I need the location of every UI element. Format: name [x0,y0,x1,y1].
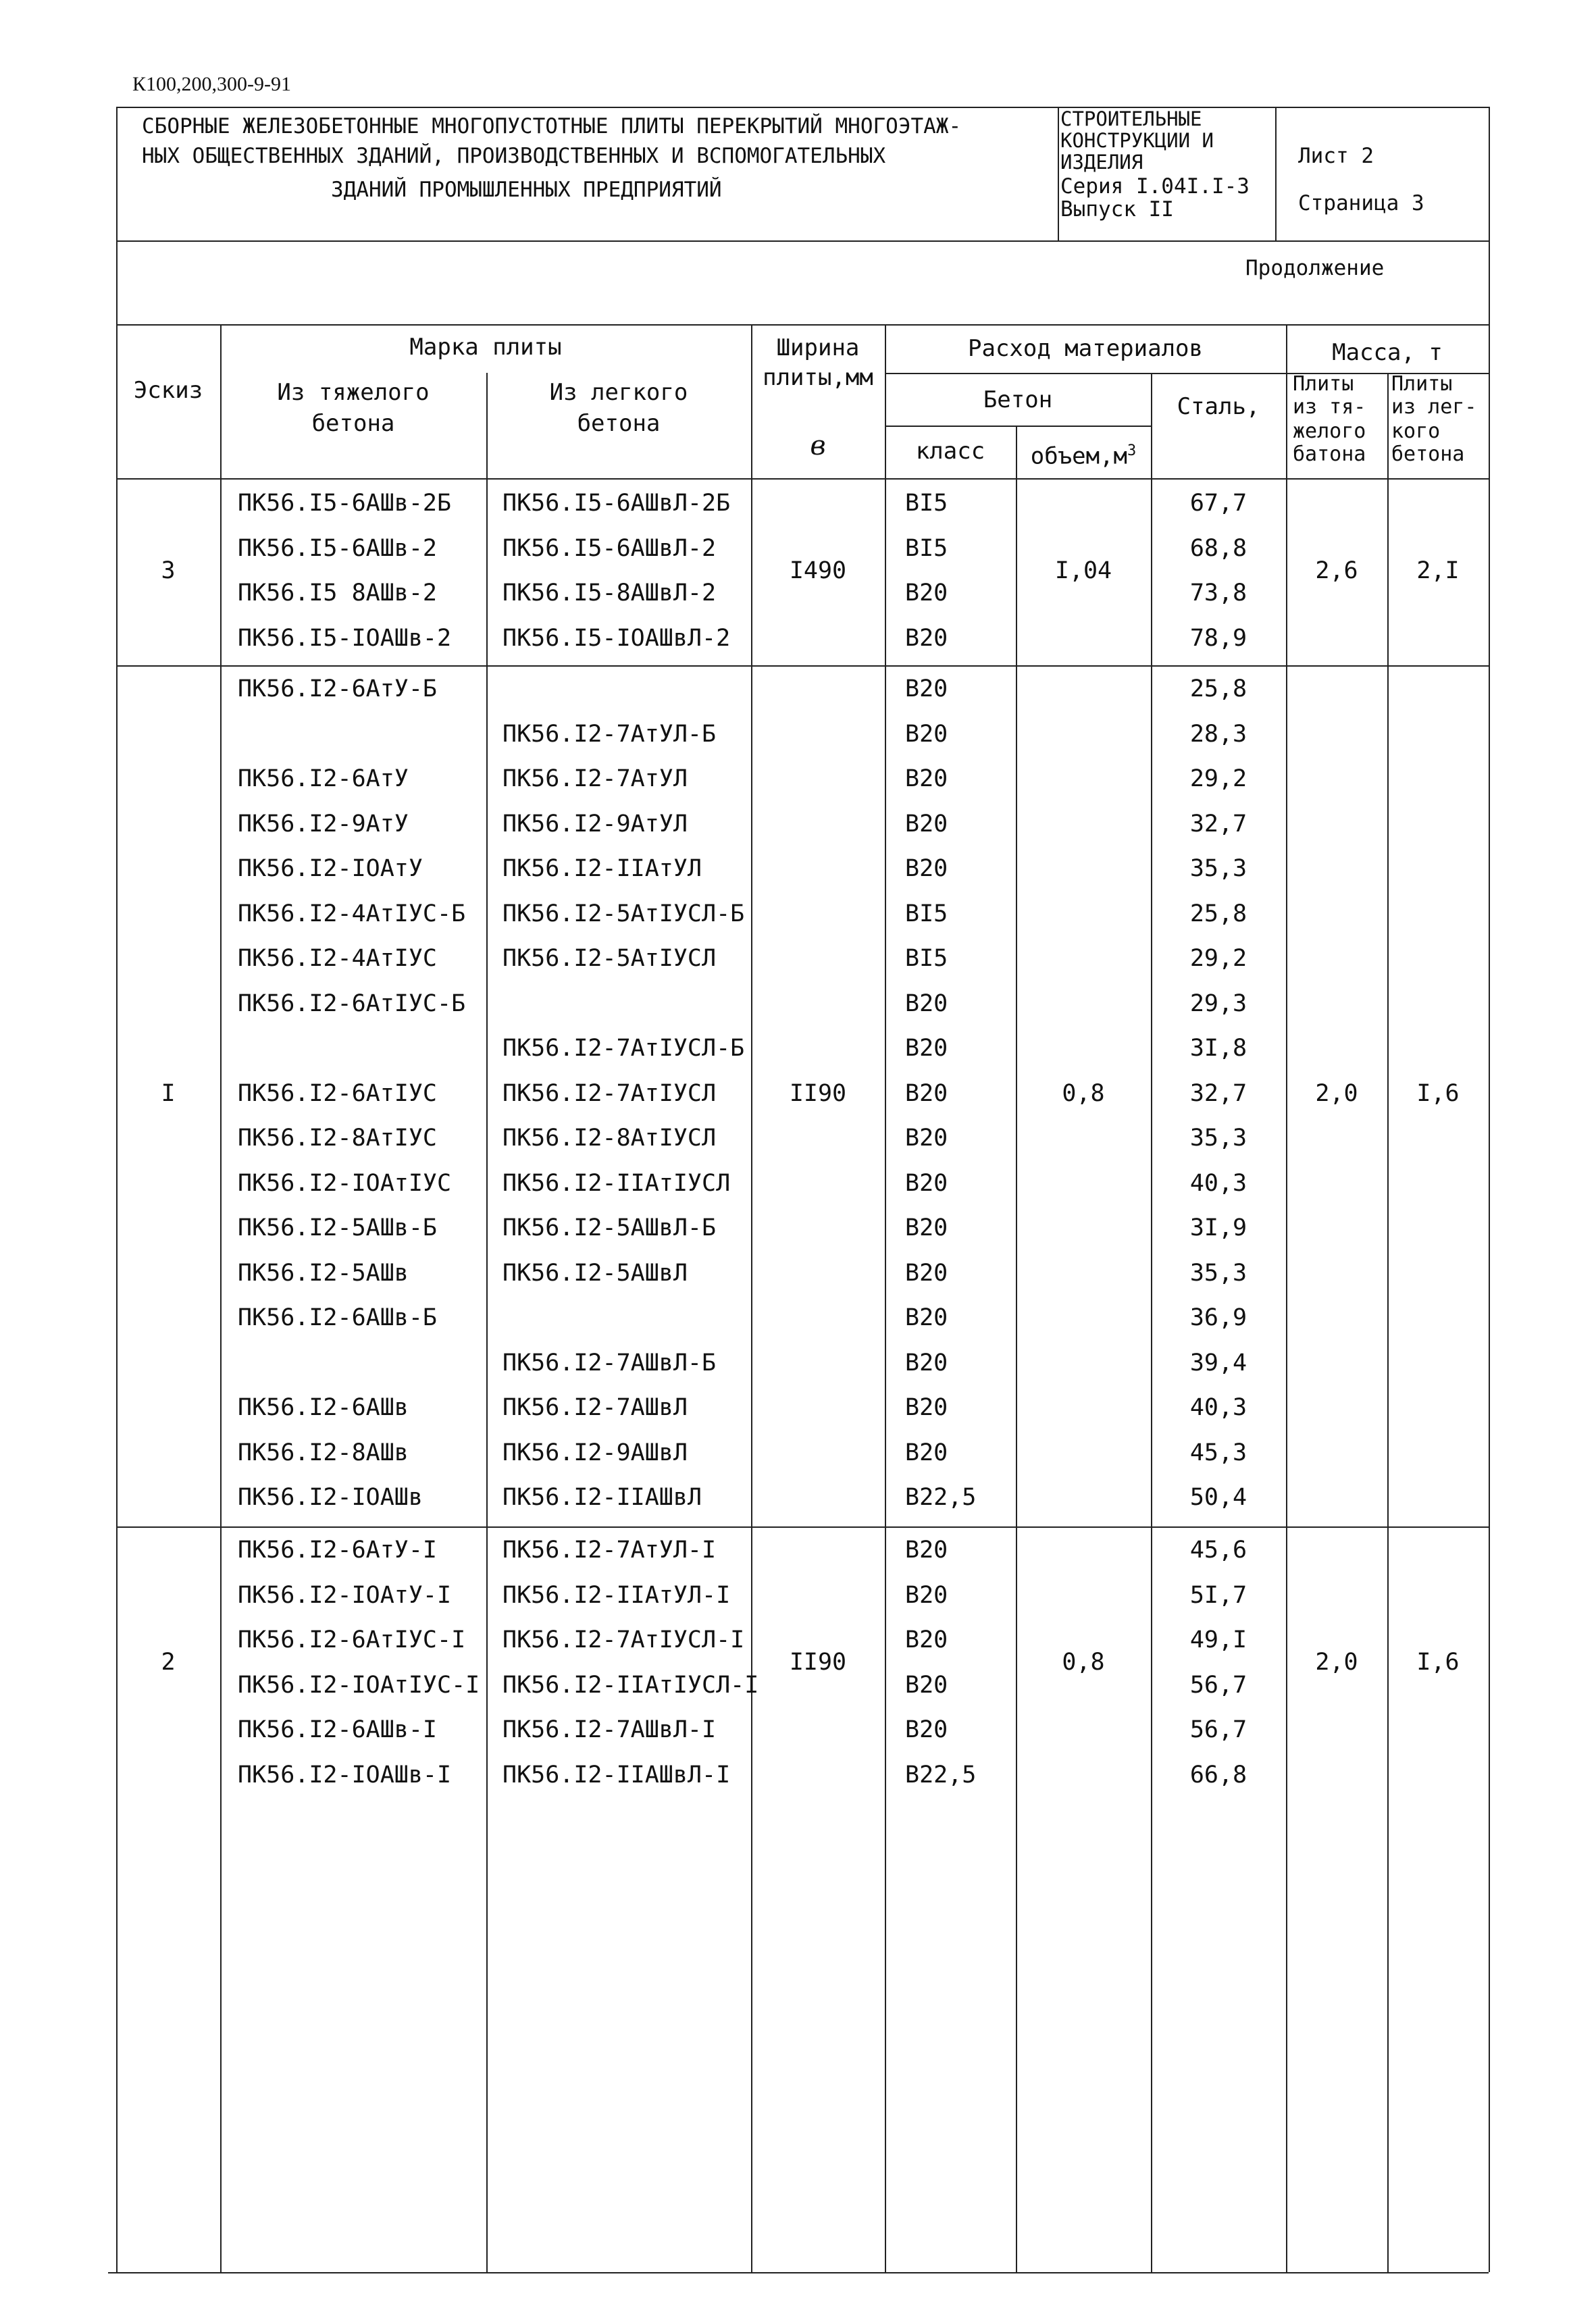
steel-amount: 25,8 [1189,675,1247,702]
steel-amount: 35,3 [1189,1260,1247,1287]
doc-title-line-2: НЫХ ОБЩЕСТВЕННЫХ ЗДАНИЙ, ПРОИЗВОДСТВЕННЫХ И ВСПОМОГАТЕЛЬНЫХ [142,144,886,168]
mark-heavy: ПК56.I2-6АтУ [238,765,409,792]
concrete-class: B20 [905,675,948,702]
mark-light: ПК56.I2-IIАтУЛ [503,855,702,882]
col-line-mark [220,324,222,2272]
mark-heavy: ПК56.I2-IOАтУ-I [238,1582,452,1609]
concrete-class: BI5 [905,900,948,927]
header-width-symbol: в [810,430,826,461]
steel-amount: 50,4 [1189,1484,1247,1511]
col-line-volume [1016,426,1017,2272]
concrete-class: B20 [905,811,948,838]
steel-amount: 29,2 [1189,945,1247,972]
mark-light: ПК56.I2-8АтIУСЛ [503,1125,717,1152]
steel-amount: 40,3 [1189,1394,1247,1421]
concrete-class: B20 [905,1672,948,1699]
mass-heavy-1: Плиты [1293,372,1354,396]
mark-heavy: ПК56.I5 8АШв-2 [238,580,438,607]
steel-amount: 45,3 [1189,1439,1247,1466]
mark-heavy: ПК56.I2-6АтУ-Б [238,675,438,702]
mass-light-1: Плиты [1391,372,1453,396]
header-width-1: Ширина [776,334,860,361]
concrete-class: BI5 [905,535,948,562]
sketch-number: 2 [161,1649,176,1676]
sketch-number: I [161,1080,176,1107]
concrete-class: B22,5 [905,1762,977,1789]
mark-heavy: ПК56.I2-IOАШв [238,1484,423,1511]
concrete-class: B22,5 [905,1484,977,1511]
mark-light: ПК56.I2-7АШвЛ-Б [503,1349,717,1377]
mark-light: ПК56.I2-5АтIУСЛ-Б [503,900,745,927]
header-heavy-1: Из тяжелого [277,379,430,406]
header-mark: Марка плиты [409,334,562,361]
concrete-class: B20 [905,1349,948,1377]
concrete-class: B20 [905,1439,948,1466]
concrete-class: B20 [905,1035,948,1062]
title-divider-2 [1275,107,1277,240]
mark-heavy: ПК56.I2-IOАтУ [238,855,423,882]
steel-amount: 56,7 [1189,1672,1247,1699]
concrete-class: B20 [905,1214,948,1241]
mark-heavy: ПК56.I2-6АтIУС-Б [238,990,466,1017]
series-line-2: КОНСТРУКЦИИ И [1060,129,1214,152]
table-top-border [116,324,1489,326]
mass-light-value: I,6 [1416,1080,1460,1107]
mass-light-value: I,6 [1416,1649,1460,1676]
mark-heavy: ПК56.I2-6АШв-Б [238,1304,438,1331]
mark-light: ПК56.I2-5АШвЛ [503,1260,688,1287]
mark-light: ПК56.I2-7АШвЛ-I [503,1716,717,1743]
header-light-1: Из легкого [549,379,688,406]
mark-light: ПК56.I2-9АтУЛ [503,811,688,838]
col-line-light [486,373,488,2272]
sheet-number: Лист 2 [1298,144,1374,168]
mark-light: ПК56.I2-7АтIУСЛ [503,1080,717,1107]
mass-light-3: кого [1391,419,1441,443]
concrete-class: B20 [905,765,948,792]
mark-heavy: ПК56.I2-4АтIУС [238,945,438,972]
mark-light: ПК56.I2-7АтУЛ-I [503,1537,717,1564]
concrete-class: B20 [905,1125,948,1152]
mark-light: ПК56.I2-7АтУЛ [503,765,688,792]
concrete-class: B20 [905,1394,948,1421]
concrete-class: B20 [905,855,948,882]
mark-heavy: ПК56.I2-8АтIУС [238,1125,438,1152]
mark-heavy: ПК56.I2-4АтIУС-Б [238,900,466,927]
mark-light: ПК56.I2-5АШвЛ-Б [503,1214,717,1241]
steel-amount: 3I,8 [1189,1035,1247,1062]
steel-amount: 49,I [1189,1626,1247,1653]
header-light-2: бетона [577,410,661,437]
mark-heavy: ПК56.I2-6АтIУС [238,1080,438,1107]
steel-amount: 5I,7 [1189,1582,1247,1609]
mark-heavy: ПК56.I5-6АШв-2Б [238,490,452,517]
mark-light: ПК56.I5-8АШвЛ-2 [503,580,717,607]
mark-light: ПК56.I5-6АШвЛ-2Б [503,490,731,517]
concrete-class: BI5 [905,945,948,972]
concrete-class: B20 [905,721,948,748]
concrete-class: BI5 [905,490,948,517]
mass-heavy-4: батона [1293,442,1366,466]
steel-amount: 35,3 [1189,1125,1247,1152]
steel-amount: 29,2 [1189,765,1247,792]
concrete-class: B20 [905,1626,948,1653]
mark-heavy: ПК56.I2-6АтIУС-I [238,1626,466,1653]
col-line-mass-light [1387,373,1389,2272]
mass-heavy-value: 2,0 [1315,1080,1358,1107]
concrete-class: B20 [905,625,948,652]
concrete-class: B20 [905,1170,948,1197]
header-bottom-border [116,478,1489,480]
mark-heavy: ПК56.I2-9АтУ [238,811,409,838]
steel-amount: 66,8 [1189,1762,1247,1789]
concrete-class: B20 [905,580,948,607]
mark-heavy: ПК56.I2-IOАтIУС [238,1170,452,1197]
steel-amount: 56,7 [1189,1716,1247,1743]
concrete-class: B20 [905,1716,948,1743]
document-code: К100,200,300-9-91 [132,73,291,95]
mark-light: ПК56.I2-5АтIУСЛ [503,945,717,972]
mass-heavy-2: из тя- [1293,395,1366,419]
steel-amount: 73,8 [1189,580,1247,607]
concrete-class: B20 [905,1080,948,1107]
continuation-label: Продолжение [1245,256,1385,280]
steel-amount: 3I,9 [1189,1214,1247,1241]
plate-width: II90 [789,1649,847,1676]
header-volume-text: объем,м [1030,442,1128,470]
mark-light: ПК56.I2-IIАтIУСЛ-I [503,1672,759,1699]
doc-title-line-3: ЗДАНИЙ ПРОМЫШЛЕННЫХ ПРЕДПРИЯТИЙ [331,178,722,202]
col-line-materials [885,324,886,2272]
steel-amount: 67,7 [1189,490,1247,517]
steel-amount: 36,9 [1189,1304,1247,1331]
mass-heavy-value: 2,6 [1315,557,1358,584]
steel-amount: 25,8 [1189,900,1247,927]
mass-heavy-3: желого [1293,419,1366,443]
col-line-mass [1286,324,1287,2272]
header-mass: Масса, т [1332,339,1443,366]
mass-light-2: из лег- [1391,395,1477,419]
mark-heavy: ПК56.I2-6АтУ-I [238,1537,438,1564]
plate-width: I490 [789,557,847,584]
steel-amount: 40,3 [1189,1170,1247,1197]
concrete-volume: 0,8 [1062,1649,1105,1676]
series-line-3: ИЗДЕЛИЯ [1060,151,1143,174]
mark-heavy: ПК56.I5-IOАШв-2 [238,625,452,652]
mark-light: ПК56.I2-7АШвЛ [503,1394,688,1421]
group-divider-2 [116,1526,1489,1528]
mark-light: ПК56.I5-IOАШвЛ-2 [503,625,731,652]
mark-light: ПК56.I5-6АШвЛ-2 [503,535,717,562]
steel-amount: 32,7 [1189,811,1247,838]
steel-amount: 39,4 [1189,1349,1247,1377]
mark-light: ПК56.I2-IIАтУЛ-I [503,1582,731,1609]
title-block-bottom-border [116,240,1489,242]
steel-amount: 45,6 [1189,1537,1247,1564]
mark-light: ПК56.I2-7АтУЛ-Б [503,721,717,748]
page-number: Страница 3 [1298,191,1424,215]
mark-light: ПК56.I2-IIАШвЛ-I [503,1762,731,1789]
concrete-class: B20 [905,1304,948,1331]
concrete-class: B20 [905,990,948,1017]
concrete-volume: 0,8 [1062,1080,1105,1107]
page-left-border [116,107,118,2272]
mass-light-value: 2,I [1416,557,1460,584]
steel-amount: 35,3 [1189,855,1247,882]
mark-light: ПК56.I2-9АШвЛ [503,1439,688,1466]
mark-heavy: ПК56.I2-6АШв [238,1394,409,1421]
sketch-number: 3 [161,557,176,584]
mark-light: ПК56.I2-IIАтIУСЛ [503,1170,731,1197]
concrete-class: B20 [905,1537,948,1564]
steel-amount: 29,3 [1189,990,1247,1017]
steel-amount: 28,3 [1189,721,1247,748]
header-volume [1016,435,1151,472]
mark-light: ПК56.I2-IIАШвЛ [503,1484,702,1511]
group-divider-1 [116,665,1489,667]
header-heavy-2: бетона [311,410,395,437]
mark-heavy: ПК56.I2-IOАтIУС-I [238,1672,480,1699]
concrete-volume: I,04 [1054,557,1112,584]
mark-heavy: ПК56.I2-5АШв [238,1260,409,1287]
concrete-class: B20 [905,1582,948,1609]
title-block-top-border [116,107,1489,108]
header-volume-sup: 3 [1127,442,1137,459]
mark-light: ПК56.I2-7АтIУСЛ-I [503,1626,745,1653]
mark-heavy: ПК56.I2-5АШв-Б [238,1214,438,1241]
series-line-1: СТРОИТЕЛЬНЫЕ [1060,107,1202,130]
mass-heavy-value: 2,0 [1315,1649,1358,1676]
mark-light: ПК56.I2-7АтIУСЛ-Б [503,1035,745,1062]
steel-amount: 32,7 [1189,1080,1247,1107]
mark-heavy: ПК56.I2-6АШв-I [238,1716,438,1743]
steel-amount: 68,8 [1189,535,1247,562]
table-bottom-border [108,2272,1489,2273]
header-divider-concrete [885,426,1151,427]
title-divider-1 [1058,107,1059,240]
mark-heavy: ПК56.I5-6АШв-2 [238,535,438,562]
steel-amount: 78,9 [1189,625,1247,652]
header-class: класс [915,438,985,465]
mark-heavy: ПК56.I2-8АШв [238,1439,409,1466]
concrete-class: B20 [905,1260,948,1287]
mark-heavy: ПК56.I2-IOАШв-I [238,1762,452,1789]
header-sketch: Эскиз [133,377,203,404]
series-number: Серия I.04I.I-3 [1060,174,1250,199]
col-line-width [751,324,752,2272]
doc-title-line-1: СБОРНЫЕ ЖЕЛЕЗОБЕТОННЫЕ МНОГОПУСТОТНЫЕ ПЛИТЫ ПЕРЕКРЫТИЙ МНОГОЭТАЖ- [142,114,962,138]
header-width-2: плиты,мм [763,364,873,391]
header-steel: Сталь, [1177,393,1260,420]
header-concrete: Бетон [983,386,1053,413]
header-materials: Расход материалов [968,335,1203,362]
plate-width: II90 [789,1080,847,1107]
page-right-border [1489,107,1490,2272]
mass-light-4: бетона [1391,442,1465,466]
issue-number: Выпуск II [1060,197,1174,222]
